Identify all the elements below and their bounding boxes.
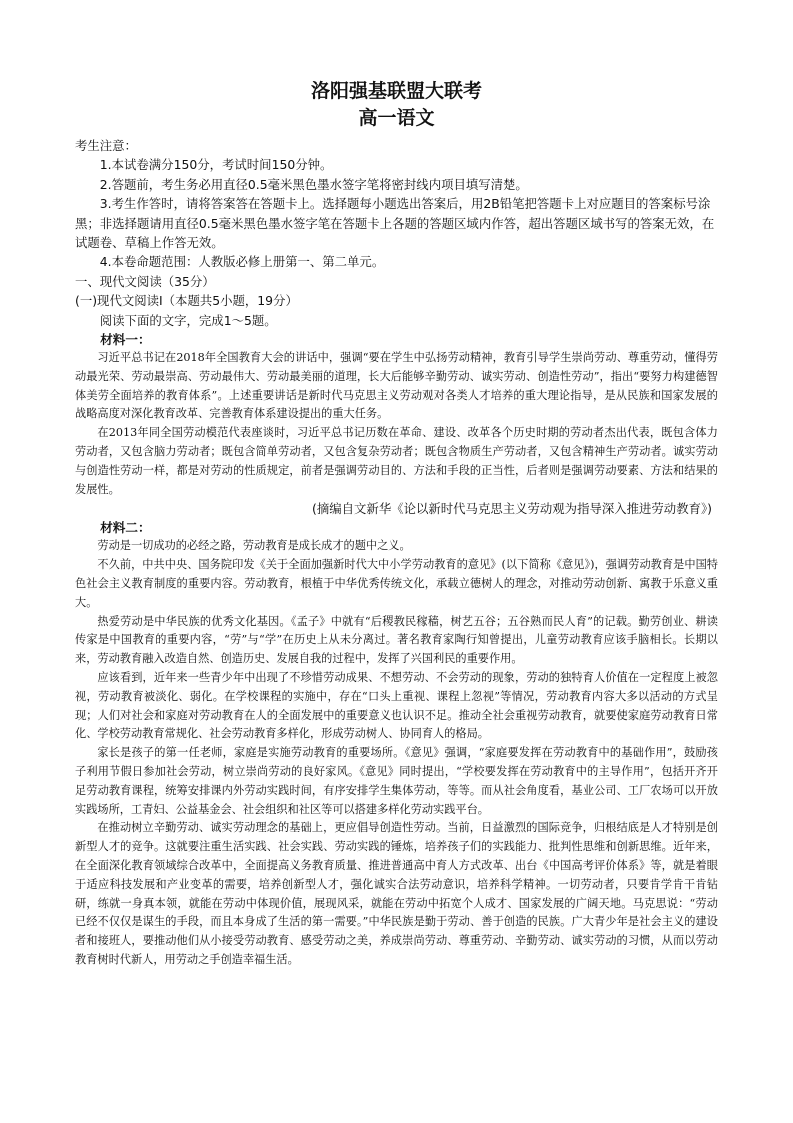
section-one (75, 272, 718, 330)
section-heading: 一、现代文阅读（35分） (75, 273, 215, 289)
notice-item: 1.本试卷满分150分，考试时间150分钟。 (99, 157, 333, 173)
material-two-label: 材料二： (100, 520, 151, 536)
paragraph: 应该看到，近年来一些青少年中出现了不珍惜劳动成果、不想劳动、不会劳动的现象，劳动的独特育人价值在一定程度上被忽视，劳动教育被淡化、弱化。在学校课程的实施中，存在“口头上重视、课程上忽视”等情况，劳动教育内容大多以活动的方式呈现；人们对社会和家庭对劳动教育在人的全面发展中的重要意义也认识不足。推动全社会重视劳动教育，就要使家庭劳动教育日常化、学校劳动教育常规化、社会劳动教育多样化，形成劳动树人、协同育人的格局。 (75, 671, 718, 741)
notice-item: 4.本卷命题范围：人教版必修上册第一、第二单元。 (99, 254, 385, 270)
paragraph: 家长是孩子的第一任老师，家庭是实施劳动教育的重要场所。《意见》强调，“家庭要发挥在劳动教育中的基础作用”，鼓励孩子利用节假日参加社会劳动，树立崇尚劳动的良好家风。《意见》同时提出，“学校要发挥在劳动教育中的主导作用”，包括开齐开足劳动教育课程，统筹安排课内外劳动实践时间，有序安排学生集体劳动，等等。而从社会角度看，基业公司、工厂农场可以开放实践场所，工青妇、公益基金会、社会组织和社区等可以搭建多样化劳动实践平台。 (75, 746, 718, 816)
exam-subtitle: 高一语文 (358, 107, 435, 129)
material-one-label: 材料一： (100, 332, 151, 348)
material-one-source: (摘编自文新华《论以新时代马克思主义劳动观为指导深入推进劳动教育》) (312, 501, 712, 517)
notice-item: 3.考生作答时，请将答案答在答题卡上。选择题每小题选出答案后，用2B铅笔把答题卡上对应题目的答案标号涂黑；非选择题请用直径0.5毫米黑色墨水签字笔在答题卡上各题的答题区域内作答，超出答题区域书写的答案无效，在试题卷、草稿上作答无效。 (75, 196, 715, 251)
paragraph: 热爱劳动是中华民族的优秀文化基因。《孟子》中就有“后稷教民稼穑，树艺五谷；五谷熟而民人育”的记载。勤劳创业、耕读传家是中国教育的重要内容，“劳”与“学”在历史上从未分离过。著名教育家陶行知曾提出，儿童劳动教育应该手脑相长。长期以来，劳动教育融入改造自然、创造历史、发展自我的过程中，发挥了兴国利民的重要作用。 (75, 614, 718, 666)
paragraph: 在2013年同全国劳动模范代表座谈时，习近平总书记历数在革命、建设、改革各个历史时期的劳动者杰出代表，既包含体力劳动者，又包含脑力劳动者；既包含简单劳动者，又包含复杂劳动者；既包含物质生产劳动者，又包含精神生产劳动者。诚实劳动与创造性劳动一样，都是对劳动的性质规定，前者是强调劳动目的、方法和手段的正当性，后者则是强调劳动要素、方法和结果的发展性。 (75, 426, 718, 496)
reading-instruction: 阅读下面的文字，完成1～5题。 (99, 312, 277, 328)
notice-heading: 考生注意： (75, 138, 137, 153)
paragraph: 习近平总书记在2018年全国教育大会的讲话中，强调“要在学生中弘扬劳动精神，教育引导学生崇尚劳动、尊重劳动，懂得劳动最光荣、劳动最崇高、劳动最伟大、劳动最美丽的道理，长大后能够辛勤劳动、诚实劳动、创造性劳动”，指出“要努力构建德智体美劳全面培养的教育体系”。上述重要讲话是新时代马克思主义劳动观对各类人才培养的重大理论指导，是从民族和国家发展的战略高度对深化教育改革、完善教育体系建设提出的重大任务。 (75, 351, 718, 421)
material-one-text (75, 349, 718, 499)
paragraph: 不久前，中共中央、国务院印发《关于全面加强新时代大中小学劳动教育的意见》(以下简称《意见》)，强调劳动教育是中国特色社会主义教育制度的重要内容。劳动教育，根植于中华优秀传统文化，承载立德树人的理念，对推动劳动创新、寓教于乐意义重大。 (75, 558, 718, 609)
notice-item: 2.答题前，考生务必用直径0.5毫米黑色墨水签字笔将密封线内项目填写清楚。 (99, 176, 528, 192)
paragraph: 劳动是一切成功的必经之路，劳动教育是成长成才的题中之义。 (97, 539, 411, 553)
material-two-text (75, 537, 718, 969)
paragraph: 在推动树立辛勤劳动、诚实劳动理念的基础上，更应倡导创造性劳动。当前，日益激烈的国际竞争，归根结底是人才特别是创新型人才的竞争。这就要注重生活实践、社会实践、劳动实践的锤炼，培养孩子们的实践能力、批判性思维和创新思维。近年来，在全面深化教育领域综合改革中，全面提高义务教育质量、推进普通高中育人方式改革、出台《中国高考评价体系》等，就是着眼于适应科技发展和产业变革的需要，培养创新型人才，强化诚实合法劳动意识，培养科学精神。一切劳动者，只要肯学肯干肯钻研，练就一身真本领，就能在劳动中体现价值，展现风采，就能在劳动中拓宽个人成才、国家发展的广阔天地。马克思说：“劳动已经不仅仅是谋生的手段，而且本身成了生活的第一需要。”中华民族是勤于劳动、善于创造的民族。广大青少年是社会主义的建设者和接班人，要推动他们从小接受劳动教育、感受劳动之美，养成崇尚劳动、尊重劳动、辛勤劳动、诚实劳动的习惯，从而以劳动教育树时代新人，用劳动之手创造幸福生活。 (75, 821, 718, 966)
exam-title: 洛阳强基联盟大联考 (310, 80, 482, 102)
subsection-heading: (一)现代文阅读Ⅰ（本题共5小题，19分） (75, 293, 298, 309)
candidate-notice (75, 136, 718, 272)
